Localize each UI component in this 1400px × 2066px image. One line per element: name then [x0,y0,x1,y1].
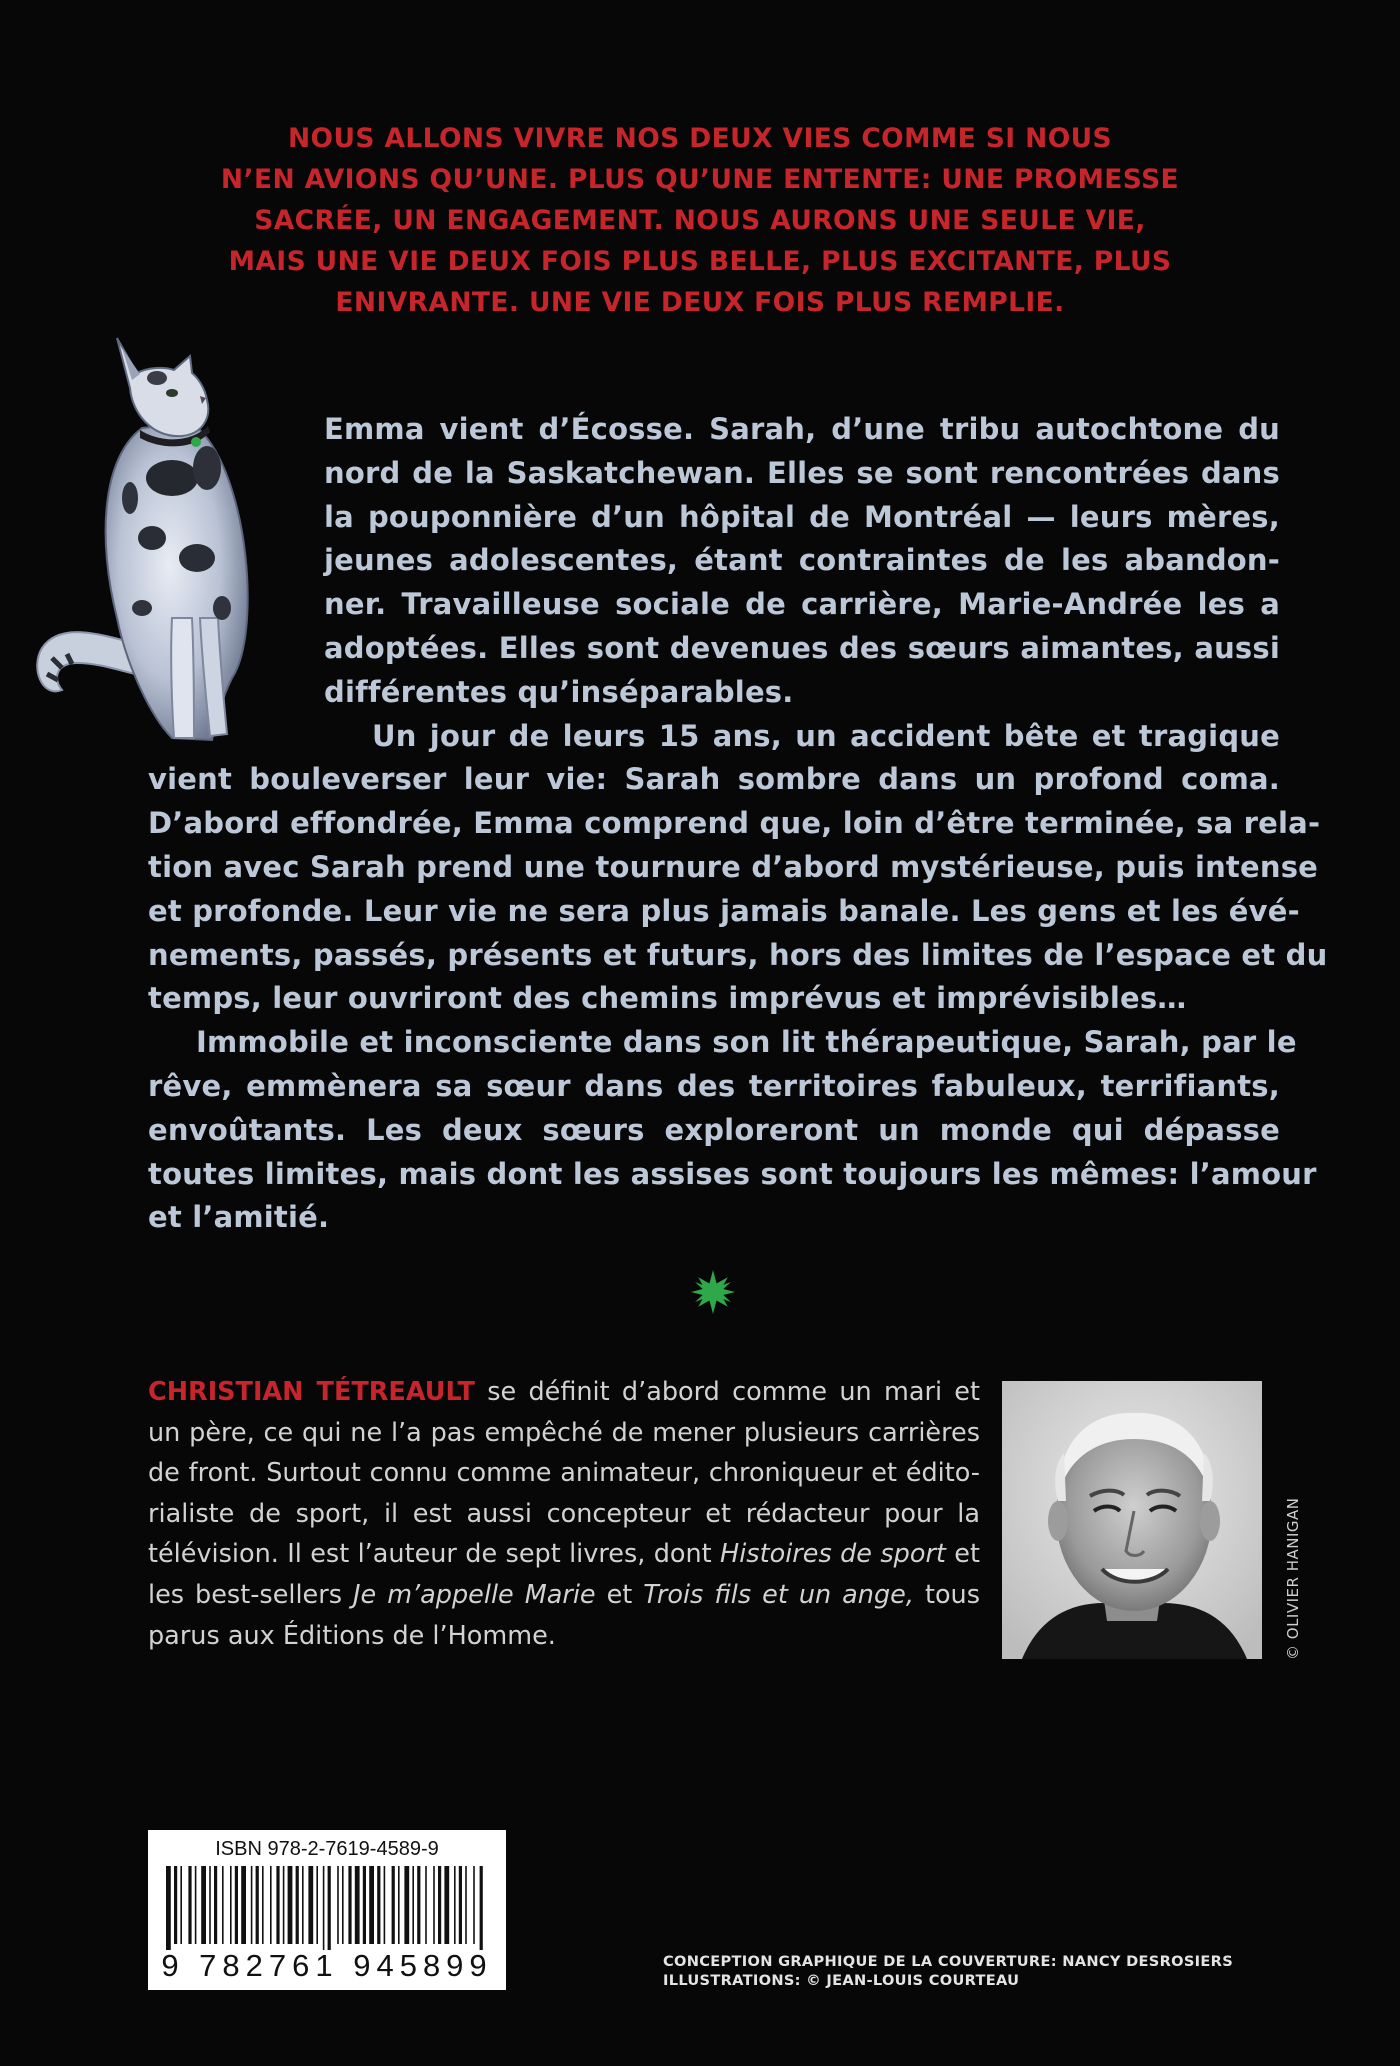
barcode-bar [316,1866,318,1944]
barcode-bar [348,1866,351,1944]
design-credit: CONCEPTION GRAPHIQUE DE LA COUVERTURE: NANCY DESROSIERS [663,1953,1233,1970]
synopsis-line: adoptées. Elles sont devenues des sœurs aimantes, aussi [324,630,1280,665]
author-photo [1002,1381,1262,1659]
barcode-bar [473,1866,475,1944]
author-bio [148,1372,980,1656]
barcode-bar [283,1866,285,1944]
bio-line: un père, ce qui ne l’a pas empêché de mener plusieurs carrières [148,1417,980,1448]
barcode-bars [162,1866,492,1950]
book-title: Trois fils et un ange, [643,1579,914,1610]
tagline-line: ENIVRANTE. UNE VIE DEUX FOIS PLUS REMPLIE. [335,287,1065,318]
barcode-bar [355,1866,360,1944]
bio-line: de front. Surtout connu comme animateur, chroniqueur et édito- [148,1458,980,1489]
barcode-bar [444,1866,449,1944]
barcode-bar [195,1866,197,1944]
bio-text: télévision. Il est l’auteur de sept livres, dont [148,1539,721,1570]
barcode-bar [241,1866,246,1944]
book-title: Histoires de sport [720,1539,946,1570]
book-title: Je m’appelle Marie [353,1579,596,1610]
barcode-bar [404,1866,409,1944]
synopsis-line: ner. Travailleuse sociale de carrière, Marie-Andrée les a [324,587,1280,622]
barcode-bar [377,1866,380,1944]
barcode-bar [174,1866,177,1944]
synopsis-line: Un jour de leurs 15 ans, un accident bête et tragique [372,718,1280,753]
tagline-line: SACRÉE, UN ENGAGEMENT. NOUS AURONS UNE SEULE VIE, [254,205,1146,236]
barcode-bar [166,1866,171,1950]
barcode-bar [222,1866,224,1944]
synopsis-line: tion avec Sarah prend une tournure d’abord mystérieuse, puis intense [148,849,1319,884]
barcode-bar [296,1866,299,1944]
barcode-bar [180,1866,182,1944]
barcode-bar [433,1866,435,1944]
barcode-bar [201,1866,206,1944]
barcode-bar [392,1866,395,1944]
synopsis-line: rêve, emmènera sa sœur dans des territoires fabuleux, terrifiants, [148,1068,1280,1103]
barcode-bar [342,1866,344,1944]
barcode-bar [337,1866,339,1944]
barcode-bar [398,1866,400,1944]
barcode-bar [412,1866,414,1944]
barcode-bar [262,1866,264,1944]
synopsis [148,408,1328,1240]
barcode-bar [270,1866,272,1944]
isbn-text: ISBN 978-2-7619-4589-9 [215,1838,439,1860]
bio-text: les best-sellers [148,1579,354,1610]
synopsis-line: toutes limites, mais dont les assises sont toujours les mêmes: l’amour [148,1156,1317,1191]
tagline [190,118,1210,323]
barcode-bar [276,1866,279,1944]
synopsis-line: temps, leur ouvriront des chemins imprévus et imprévisibles… [148,981,1187,1016]
synopsis-line: et profonde. Leur vie ne sera plus jamais banale. Les gens et les évé- [148,893,1300,928]
bio-text: tous [913,1579,980,1610]
barcode-bar [308,1866,313,1944]
bio-text: se définit d’abord comme un mari et [474,1377,980,1407]
bio-text: et [945,1539,980,1570]
synopsis-line: différentes qu’inséparables. [324,674,794,709]
barcode-bar [465,1866,467,1944]
synopsis-line: Immobile et inconsciente dans son lit thérapeutique, Sarah, par le [196,1025,1297,1060]
tagline-line: N’EN AVIONS QU’UNE. PLUS QU’UNE ENTENTE: UNE PROMESSE [220,164,1180,195]
isbn-barcode [148,1830,506,1990]
synopsis-line: vient bouleverser leur vie: Sarah sombre dans un profond coma. [148,762,1280,797]
barcode-bar [302,1866,304,1944]
barcode-bar [369,1866,374,1944]
barcode-bar [480,1866,483,1950]
synopsis-line: envoûtants. Les deux sœurs exploreront un monde qui dépasse [148,1112,1280,1147]
synopsis-line: nements, passés, présents et futurs, hors des limites de l’espace et du [148,937,1328,972]
barcode-bar [256,1866,259,1944]
barcode-bar [363,1866,366,1944]
photo-credit: © OLIVIER HANIGAN [1284,1497,1302,1660]
bio-line [148,1534,980,1575]
synopsis-line: jeunes adolescentes, étant contraintes de les abandon- [324,543,1280,578]
author-name: CHRISTIAN TÉTREAULT [148,1377,475,1407]
barcode-bar [328,1866,331,1950]
barcode-bar [251,1866,253,1944]
illustration-credit: ILLUSTRATIONS: © JEAN-LOUIS COURTEAU [663,1972,1020,1989]
bio-line [148,1575,980,1616]
barcode-bar [384,1866,386,1944]
barcode-bar [209,1866,211,1944]
synopsis-line: D’abord effondrée, Emma comprend que, loin d’être terminée, sa rela- [148,806,1321,841]
barcode-bar [454,1866,456,1944]
bio-line: rialiste de sport, il est aussi concepteur et rédacteur pour la [148,1498,980,1529]
barcode-bar [417,1866,420,1944]
tagline-line: NOUS ALLONS VIVRE NOS DEUX VIES COMME SI NOUS [287,123,1113,154]
bio-line [148,1372,980,1413]
synopsis-line: nord de la Saskatchewan. Elles se sont rencontrées dans [324,455,1280,490]
barcode-bar [459,1866,462,1944]
barcode-bar [288,1866,293,1944]
barcode-bar [188,1866,191,1944]
barcode-digits: 9 782761 945899 [161,1948,493,1983]
bio-line: parus aux Éditions de l’Homme. [148,1620,556,1651]
barcode-bar [425,1866,427,1944]
tagline-line: MAIS UNE VIE DEUX FOIS PLUS BELLE, PLUS EXCITANTE, PLUS [228,246,1172,277]
barcode-bar [235,1866,238,1944]
star-ornament-icon [689,1268,737,1316]
bio-text: et [595,1579,644,1610]
synopsis-line: et l’amitié. [148,1200,330,1235]
barcode-bar [230,1866,232,1944]
barcode-bar [323,1866,325,1950]
synopsis-line: la pouponnière d’un hôpital de Montréal — leurs mères, [324,499,1280,534]
barcode-bar [438,1866,441,1944]
cover-credits [663,1952,1233,1990]
barcode-bar [214,1866,217,1944]
synopsis-line: Emma vient d’Écosse. Sarah, d’une tribu autochtone du [324,412,1280,446]
